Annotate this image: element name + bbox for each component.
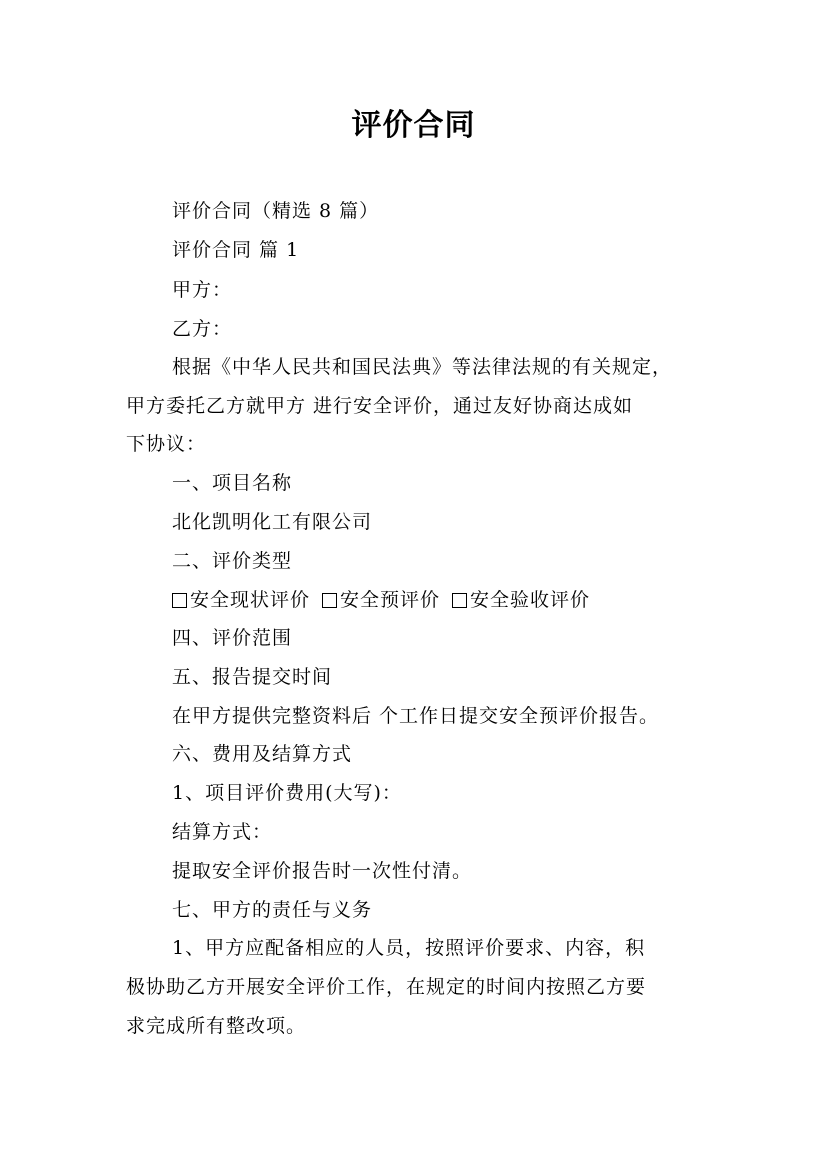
paragraph-line: 下协议：: [126, 433, 207, 455]
paragraph-line: 极协助乙方开展安全评价工作，在规定的时间内按照乙方要: [126, 976, 647, 998]
checkbox-icon[interactable]: [322, 593, 337, 608]
clause-heading: 五、报告提交时间: [172, 666, 333, 688]
clause-heading: 一、项目名称: [172, 472, 293, 494]
clause-heading: 二、评价类型: [172, 550, 293, 572]
paragraph-line: 1、甲方应配备相应的人员，按照评价要求、内容，积: [172, 937, 646, 959]
option-label: 安全预评价: [340, 589, 441, 611]
paragraph-line: 1、项目评价费用(大写)：: [172, 782, 402, 804]
checkbox-icon[interactable]: [452, 593, 467, 608]
clause-heading: 七、甲方的责任与义务: [172, 899, 373, 921]
section-heading-line: 评价合同 篇 1: [172, 239, 300, 261]
party-a-line: 甲方：: [172, 279, 233, 301]
paragraph-line: 甲方委托乙方就甲方 进行安全评价，通过友好协商达成如: [126, 395, 634, 417]
subtitle-line: 评价合同（精选 8 篇）: [172, 200, 380, 222]
project-name-value: 北化凯明化工有限公司: [172, 511, 373, 533]
checkbox-icon[interactable]: [172, 593, 187, 608]
paragraph-line: 结算方式：: [172, 821, 273, 843]
paragraph-line: 根据《中华人民共和国民法典》等法律法规的有关规定，: [172, 356, 673, 378]
party-b-line: 乙方：: [172, 318, 233, 340]
clause-heading: 六、费用及结算方式: [172, 743, 353, 765]
paragraph-line: 求完成所有整改项。: [126, 1015, 307, 1037]
document-title: 评价合同: [351, 108, 476, 143]
option-label: 安全验收评价: [470, 589, 591, 611]
evaluation-type-options: [172, 587, 602, 613]
clause-heading: 四、评价范围: [172, 627, 293, 649]
paragraph-line: 提取安全评价报告时一次性付清。: [172, 860, 473, 882]
option-label: 安全现状评价: [190, 589, 311, 611]
paragraph-line: 在甲方提供完整资料后 个工作日提交安全预评价报告。: [172, 705, 660, 727]
